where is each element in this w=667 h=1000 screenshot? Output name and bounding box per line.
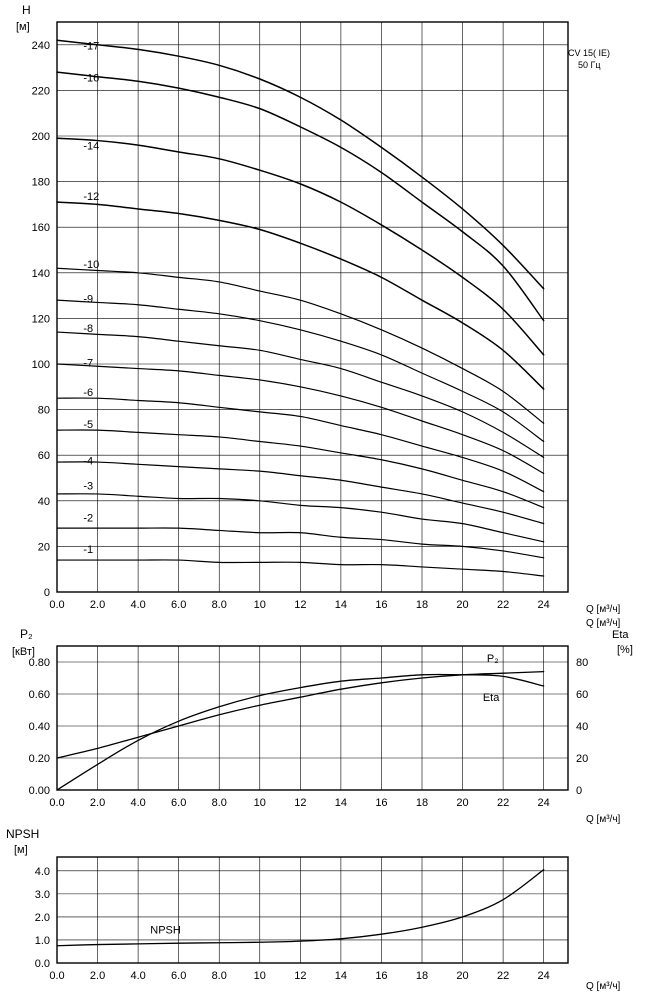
y-tick-label: 0.00 xyxy=(28,785,50,797)
plot-frame xyxy=(57,646,568,790)
series-label--10: -10 xyxy=(83,259,100,272)
x-tick-label: 22 xyxy=(496,797,510,809)
y-tick-label: 20 xyxy=(37,541,50,554)
series-label--12: -12 xyxy=(83,190,100,203)
axis-label-q-head: Q [м³/ч] xyxy=(586,604,621,615)
y-tick-label: 180 xyxy=(31,176,50,189)
series-label-NPSH: NPSH xyxy=(150,924,181,937)
axis-label-eta: Eta xyxy=(612,629,629,641)
y-tick-label: 0.60 xyxy=(28,689,50,701)
x-tick-label: 24 xyxy=(537,797,550,809)
y-tick-label: 220 xyxy=(31,85,50,98)
x-tick-label: 2.0 xyxy=(89,970,106,982)
x-tick-label: 4.0 xyxy=(130,599,146,611)
note-line-2: 50 Гц xyxy=(578,60,601,70)
series-label--3: -3 xyxy=(83,480,94,493)
y-tick-label: 200 xyxy=(31,131,50,143)
series-label--4: -4 xyxy=(83,455,94,468)
series-label--1: -1 xyxy=(83,544,94,557)
axis-unit-npsh: [м] xyxy=(14,844,28,856)
series-label--6: -6 xyxy=(83,386,94,399)
x-tick-label: 8.0 xyxy=(211,797,227,809)
x-tick-label: 14 xyxy=(334,599,348,611)
axis-label-npsh: NPSH xyxy=(6,827,40,841)
x-tick-label: 16 xyxy=(375,599,388,611)
x-tick-label: 18 xyxy=(415,599,429,611)
x-tick-label: 20 xyxy=(456,970,469,982)
y2-tick-label: 20 xyxy=(576,753,589,765)
series-label--9: -9 xyxy=(83,293,94,306)
x-tick-label: 18 xyxy=(415,797,429,809)
x-tick-label: 8.0 xyxy=(211,599,227,611)
y-tick-label: 0 xyxy=(43,587,50,599)
x-tick-label: 4.0 xyxy=(130,970,146,982)
x-tick-label: 14 xyxy=(334,797,348,809)
y2-tick-label: 80 xyxy=(576,657,589,669)
y2-tick-label: 0 xyxy=(576,785,583,797)
panel-power-efficiency xyxy=(29,646,589,809)
x-tick-label: 20 xyxy=(456,599,469,611)
y-tick-label: 3.0 xyxy=(34,888,50,901)
y-tick-label: 4.0 xyxy=(34,865,50,878)
x-tick-label: 0.0 xyxy=(49,970,65,982)
axis-unit-p2: [кВт] xyxy=(12,646,35,658)
series-label--2: -2 xyxy=(83,512,94,525)
x-tick-label: 0.0 xyxy=(49,797,65,809)
axis-label-q-power: Q [м³/ч] xyxy=(586,814,621,825)
axis-label-p2: P₂ xyxy=(20,627,33,641)
x-tick-label: 20 xyxy=(456,797,469,809)
x-tick-label: 6.0 xyxy=(171,599,187,611)
y-tick-label: 0.20 xyxy=(28,753,50,765)
x-tick-label: 16 xyxy=(375,797,388,809)
axis-label-h: H xyxy=(22,3,31,17)
x-tick-label: 4.0 xyxy=(130,797,146,809)
x-tick-label: 0.0 xyxy=(49,599,65,611)
y-tick-label: 140 xyxy=(31,267,50,280)
y-tick-label: 1.0 xyxy=(34,934,50,947)
y-tick-label: 100 xyxy=(31,359,50,371)
x-tick-label: 6.0 xyxy=(171,797,187,809)
y-tick-label: 0.40 xyxy=(28,721,50,733)
axis-label-q-head-2: Q [м³/ч] xyxy=(586,618,621,629)
x-tick-label: 12 xyxy=(294,970,307,982)
series-label-Eta: Eta xyxy=(482,692,500,705)
panel-head-curves xyxy=(32,22,568,611)
axis-unit-eta: [%] xyxy=(617,644,633,656)
x-tick-label: 10 xyxy=(253,599,266,611)
axis-unit-h: [м] xyxy=(16,21,30,33)
y-tick-label: 120 xyxy=(31,313,50,326)
series-label--5: -5 xyxy=(83,418,94,431)
x-tick-label: 10 xyxy=(253,797,266,809)
y-tick-label: 60 xyxy=(37,450,50,463)
y2-tick-label: 60 xyxy=(576,689,589,701)
x-tick-label: 12 xyxy=(294,599,307,611)
x-tick-label: 10 xyxy=(253,970,266,982)
x-tick-label: 6.0 xyxy=(171,970,187,982)
x-tick-label: 2.0 xyxy=(89,797,106,809)
y-tick-label: 0.80 xyxy=(28,657,50,669)
series-label--14: -14 xyxy=(83,140,100,153)
y-tick-label: 80 xyxy=(37,404,50,417)
x-tick-label: 14 xyxy=(334,970,348,982)
x-tick-label: 22 xyxy=(496,599,510,611)
x-tick-label: 18 xyxy=(415,970,429,982)
plot-frame xyxy=(57,857,568,963)
x-tick-label: 16 xyxy=(375,970,388,982)
note-line-1: CV 15( IE) xyxy=(568,48,611,58)
series-label--17: -17 xyxy=(83,40,100,53)
series-label--16: -16 xyxy=(83,72,100,85)
y-tick-label: 0.0 xyxy=(34,958,50,970)
x-tick-label: 22 xyxy=(496,970,510,982)
panel-npsh xyxy=(35,857,568,982)
x-tick-label: 12 xyxy=(294,797,307,809)
axis-label-q-npsh: Q [м³/ч] xyxy=(586,981,621,992)
x-tick-label: 2.0 xyxy=(89,599,106,611)
x-tick-label: 24 xyxy=(537,599,550,611)
x-tick-label: 24 xyxy=(537,970,550,982)
y-tick-label: 240 xyxy=(31,39,50,52)
series-label-P: P₂ xyxy=(486,653,499,665)
y-tick-label: 160 xyxy=(31,222,50,235)
y-tick-label: 40 xyxy=(37,495,50,508)
x-tick-label: 8.0 xyxy=(211,970,227,982)
series-label--7: -7 xyxy=(83,357,94,370)
series-label--8: -8 xyxy=(83,323,94,336)
y2-tick-label: 40 xyxy=(576,721,589,733)
y-tick-label: 2.0 xyxy=(34,911,50,924)
